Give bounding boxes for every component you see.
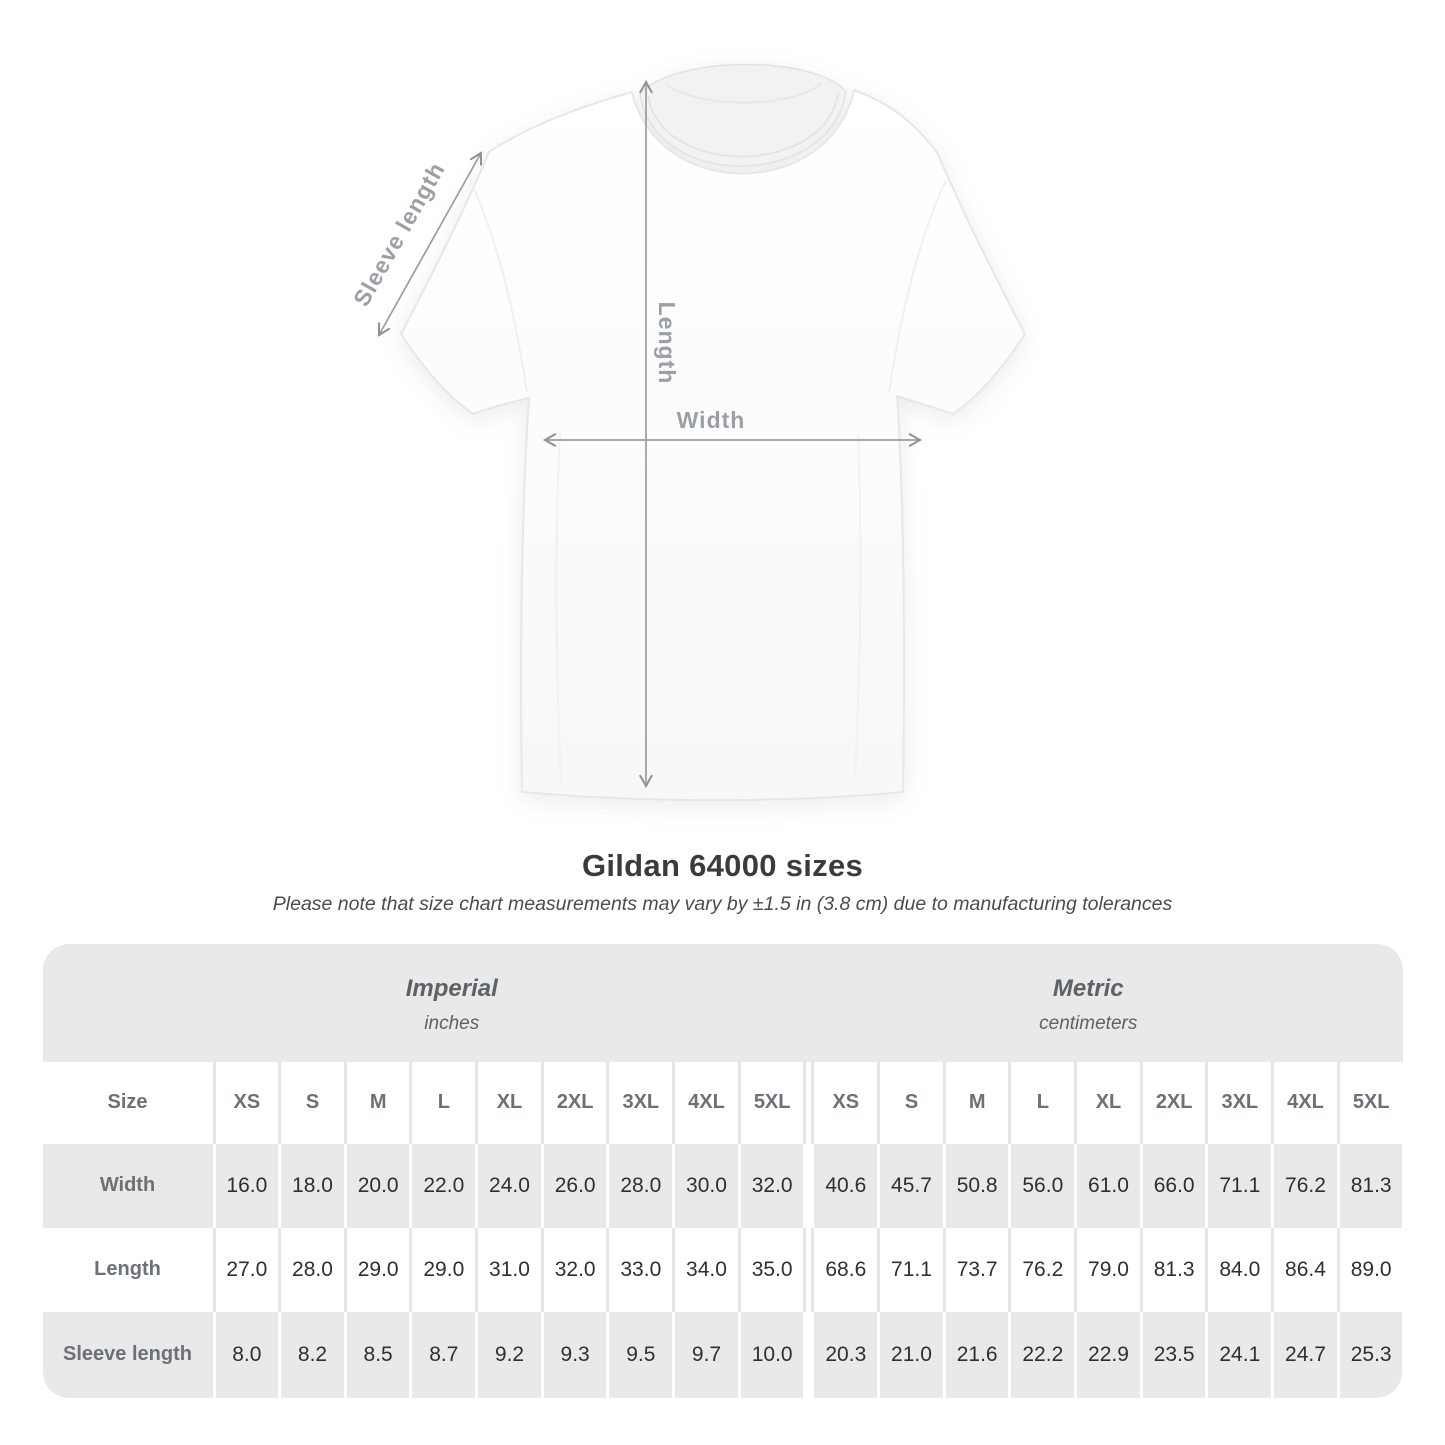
value-cell: 81.3 — [1140, 1228, 1206, 1312]
value-cell: 34.0 — [672, 1228, 738, 1312]
value-cell: 76.2 — [1271, 1144, 1337, 1228]
size-cell: 3XL — [1205, 1062, 1271, 1144]
value-cell: 27.0 — [213, 1228, 279, 1312]
size-cell: 2XL — [541, 1062, 607, 1144]
value-cell: 29.0 — [409, 1228, 475, 1312]
group-gap — [803, 1228, 811, 1312]
value-cell: 20.3 — [811, 1312, 877, 1398]
value-cell: 73.7 — [943, 1228, 1009, 1312]
width-label: Width — [676, 407, 746, 433]
unit-group-header — [43, 944, 1403, 1062]
size-cell: 3XL — [606, 1062, 672, 1144]
size-cell: XL — [1074, 1062, 1140, 1144]
imperial-label: Imperial — [405, 974, 498, 1002]
metric-label: Metric — [1052, 974, 1124, 1002]
value-cell: 9.5 — [606, 1312, 672, 1398]
value-cell: 32.0 — [738, 1144, 804, 1228]
value-cell: 23.5 — [1140, 1312, 1206, 1398]
value-cell: 30.0 — [672, 1144, 738, 1228]
value-cell: 8.2 — [278, 1312, 344, 1398]
imperial-group-header — [138, 971, 767, 1035]
length-row — [43, 1228, 1403, 1312]
size-cell: M — [943, 1062, 1009, 1144]
size-cell: S — [278, 1062, 344, 1144]
size-cell: 4XL — [1271, 1062, 1337, 1144]
group-gap — [803, 1062, 811, 1144]
imperial-unit: inches — [424, 1012, 480, 1034]
size-cell: 5XL — [1337, 1062, 1403, 1144]
value-cell: 50.8 — [943, 1144, 1009, 1228]
value-cell: 8.5 — [344, 1312, 410, 1398]
value-cell: 21.6 — [943, 1312, 1009, 1398]
value-cell: 35.0 — [738, 1228, 804, 1312]
size-cell: L — [1008, 1062, 1074, 1144]
value-cell: 8.7 — [409, 1312, 475, 1398]
size-cell: S — [877, 1062, 943, 1144]
value-cell: 66.0 — [1140, 1144, 1206, 1228]
value-cell: 31.0 — [475, 1228, 541, 1312]
page-title: Gildan 64000 sizes — [581, 848, 864, 883]
size-cell: 4XL — [672, 1062, 738, 1144]
value-cell: 9.7 — [672, 1312, 738, 1398]
value-cell: 79.0 — [1074, 1228, 1140, 1312]
row-label: Width — [43, 1144, 213, 1228]
value-cell: 20.0 — [344, 1144, 410, 1228]
value-cell: 28.0 — [606, 1144, 672, 1228]
value-cell: 24.1 — [1205, 1312, 1271, 1398]
value-cell: 26.0 — [541, 1144, 607, 1228]
tolerance-note: Please note that size chart measurements may vary by ±1.5 in (3.8 cm) due to manufacturing tolerances — [272, 892, 1173, 915]
value-cell: 71.1 — [877, 1228, 943, 1312]
value-cell: 84.0 — [1205, 1228, 1271, 1312]
value-cell: 86.4 — [1271, 1228, 1337, 1312]
value-cell: 9.3 — [541, 1312, 607, 1398]
size-table — [43, 944, 1403, 1398]
value-cell: 8.0 — [213, 1312, 279, 1398]
value-cell: 76.2 — [1008, 1228, 1074, 1312]
size-cell: 2XL — [1140, 1062, 1206, 1144]
value-cell: 61.0 — [1074, 1144, 1140, 1228]
value-cell: 25.3 — [1337, 1312, 1403, 1398]
value-cell: 33.0 — [606, 1228, 672, 1312]
value-cell: 18.0 — [278, 1144, 344, 1228]
value-cell: 28.0 — [278, 1228, 344, 1312]
value-cell: 16.0 — [213, 1144, 279, 1228]
value-cell: 21.0 — [877, 1312, 943, 1398]
size-column-header: Size — [43, 1062, 213, 1144]
value-cell: 22.9 — [1074, 1312, 1140, 1398]
sleeve-length-label: Sleeve length — [348, 157, 451, 311]
value-cell: 89.0 — [1337, 1228, 1403, 1312]
value-cell: 45.7 — [877, 1144, 943, 1228]
width-row — [43, 1144, 1403, 1228]
value-cell: 68.6 — [811, 1228, 877, 1312]
size-cell: XS — [811, 1062, 877, 1144]
value-cell: 22.0 — [409, 1144, 475, 1228]
value-cell: 56.0 — [1008, 1144, 1074, 1228]
group-gap — [803, 1312, 811, 1398]
size-cell: XS — [213, 1062, 279, 1144]
value-cell: 40.6 — [811, 1144, 877, 1228]
value-cell: 81.3 — [1337, 1144, 1403, 1228]
value-cell: 32.0 — [541, 1228, 607, 1312]
length-label: Length — [654, 301, 680, 385]
value-cell: 22.2 — [1008, 1312, 1074, 1398]
size-cell: M — [344, 1062, 410, 1144]
value-cell: 9.2 — [475, 1312, 541, 1398]
group-gap — [803, 1144, 811, 1228]
value-cell: 10.0 — [738, 1312, 804, 1398]
sleeve-length-row — [43, 1312, 1403, 1398]
value-cell: 24.0 — [475, 1144, 541, 1228]
value-cell: 29.0 — [344, 1228, 410, 1312]
row-label: Sleeve length — [43, 1312, 213, 1398]
value-cell: 24.7 — [1271, 1312, 1337, 1398]
metric-group-header — [774, 971, 1403, 1035]
value-cell: 71.1 — [1205, 1144, 1271, 1228]
row-label: Length — [43, 1228, 213, 1312]
size-header-row — [43, 1062, 1403, 1144]
heading — [0, 848, 1445, 916]
metric-unit: centimeters — [1039, 1012, 1138, 1034]
size-cell: L — [409, 1062, 475, 1144]
size-cell: 5XL — [738, 1062, 804, 1144]
size-cell: XL — [475, 1062, 541, 1144]
